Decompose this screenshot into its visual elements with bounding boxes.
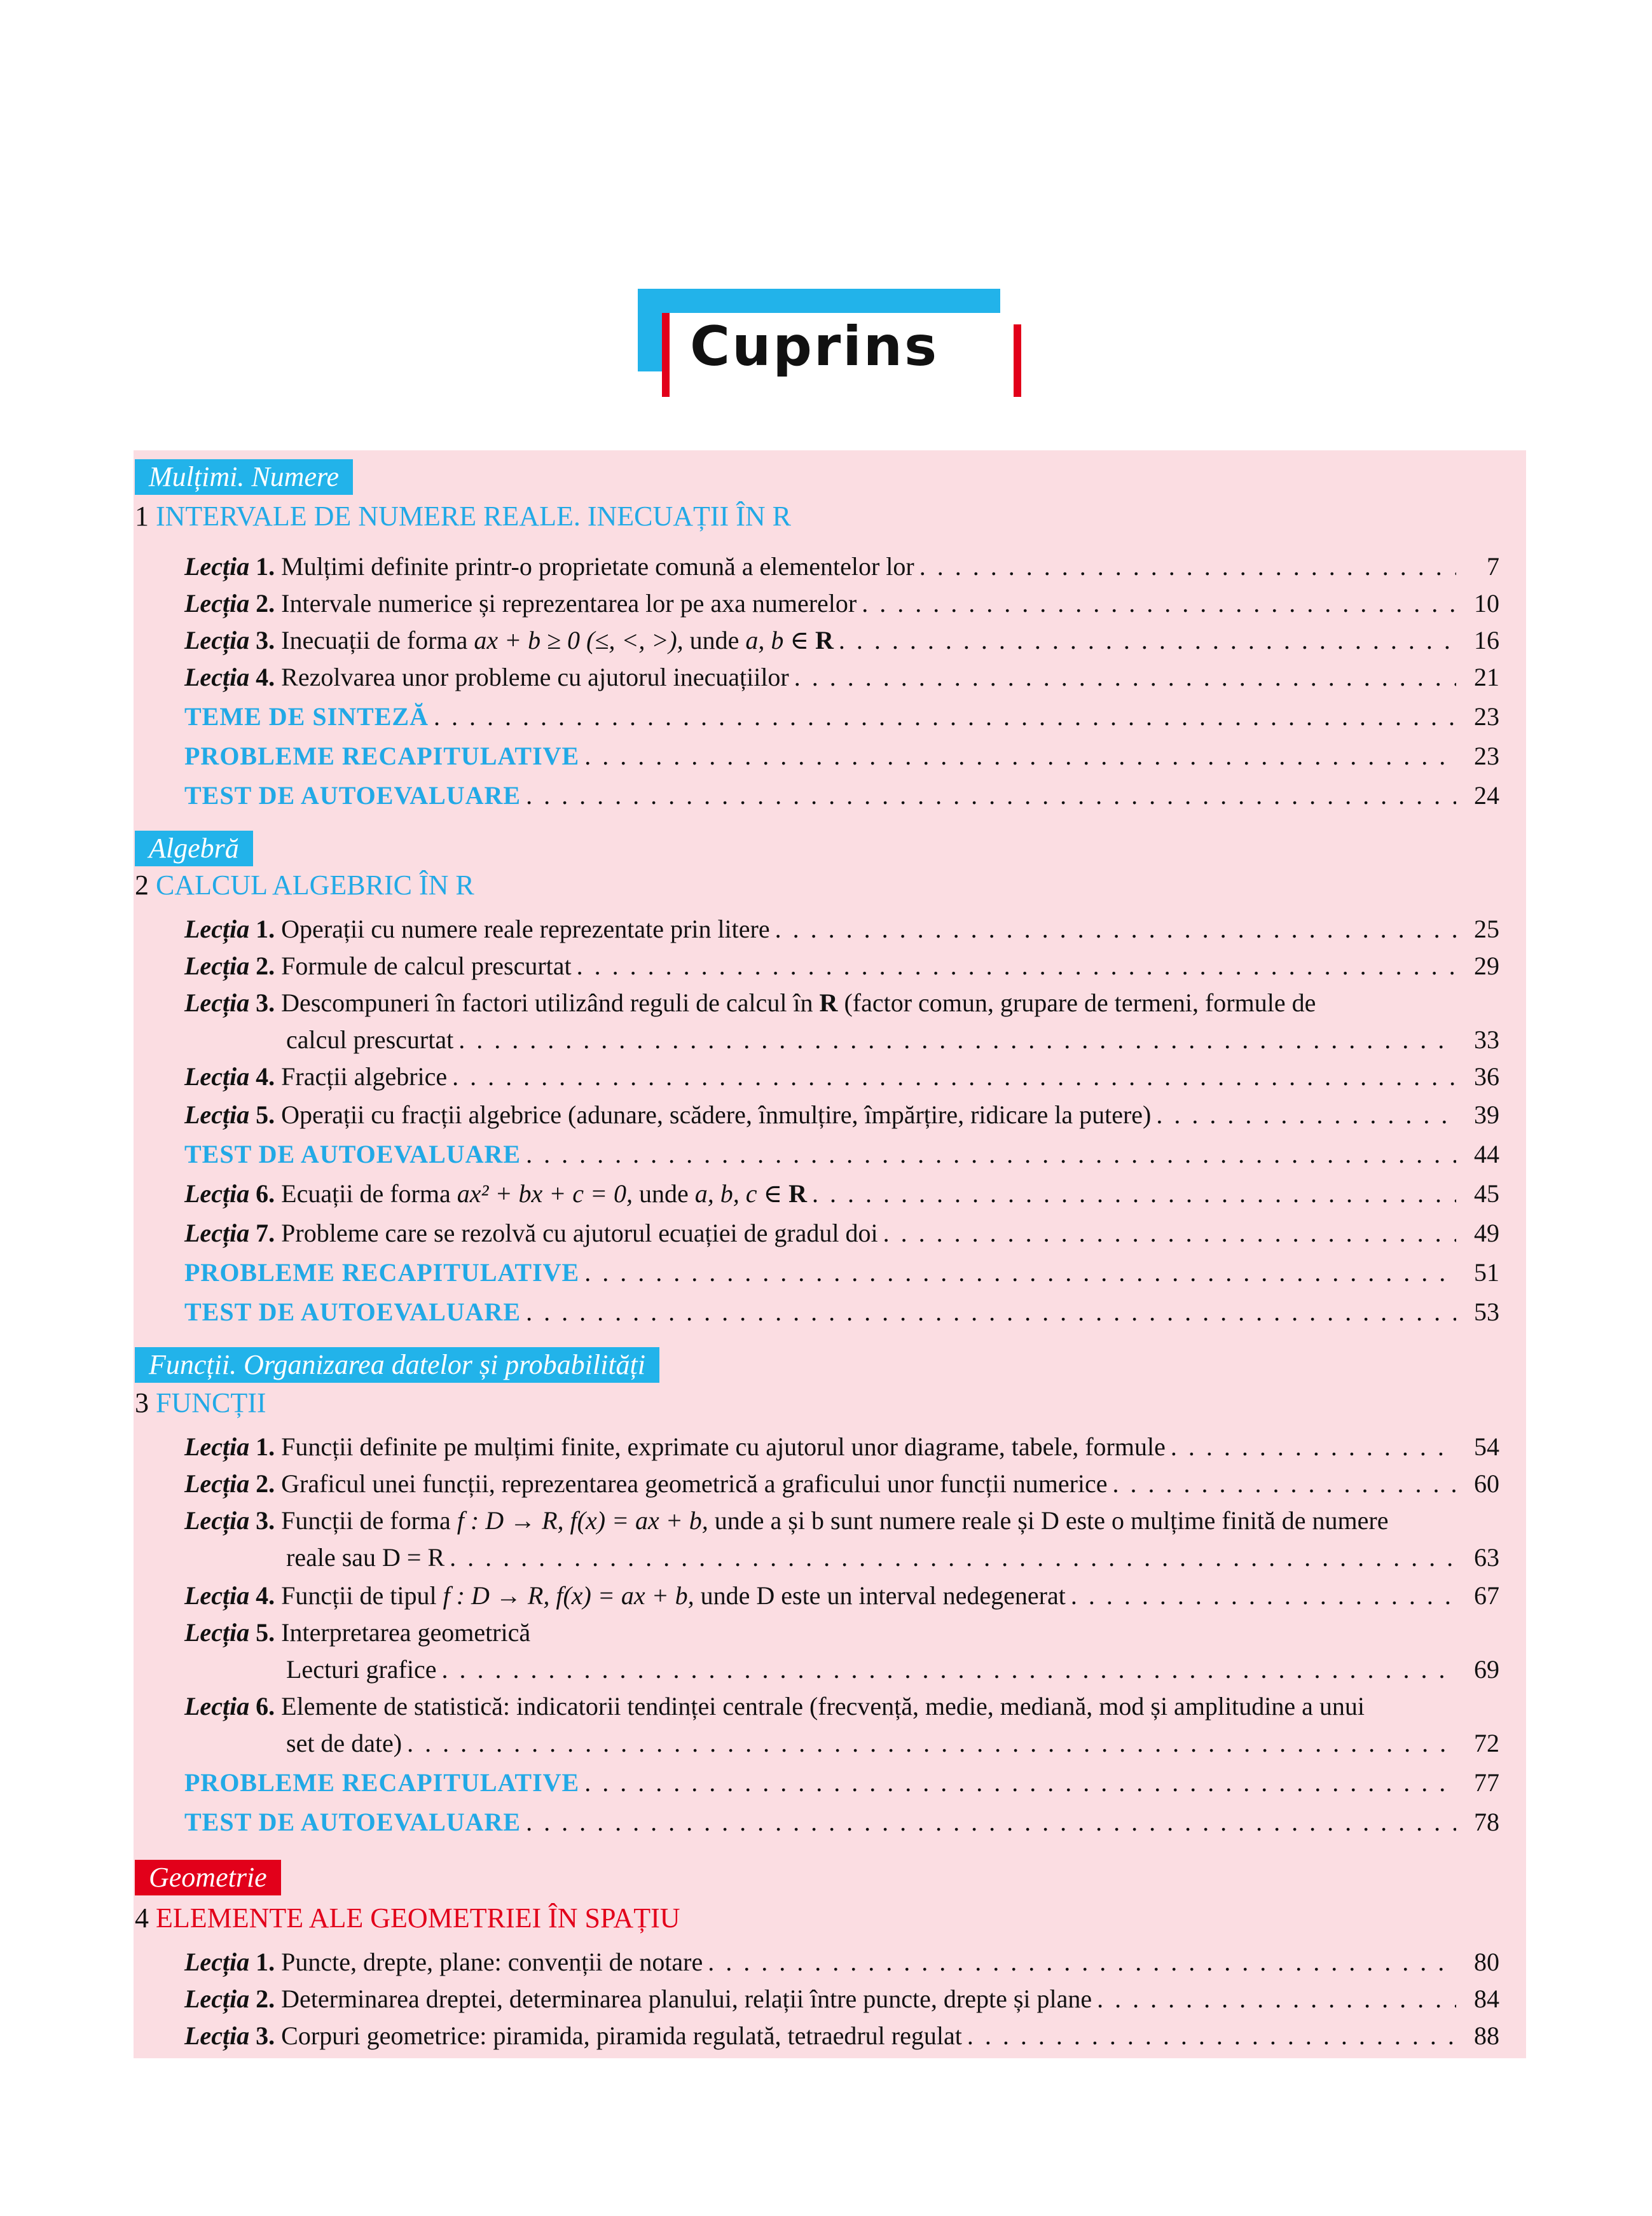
entry-title: Interpretarea geometrică bbox=[281, 1618, 531, 1647]
entry-title: Determinarea dreptei, determinarea planului, relații între puncte, drepte și plane bbox=[281, 1984, 1092, 2013]
lesson-label: Lecția bbox=[184, 1100, 250, 1129]
page-number: 69 bbox=[1474, 1655, 1499, 1684]
leader-dots bbox=[452, 1058, 1456, 1095]
leader-dots bbox=[1113, 1465, 1456, 1502]
leader-dots bbox=[775, 911, 1456, 948]
page-number: 60 bbox=[1474, 1469, 1499, 1498]
section-badge: Mulțimi. Numere bbox=[135, 459, 353, 495]
leader-dots bbox=[577, 948, 1456, 985]
toc-entry[interactable] bbox=[184, 1294, 1499, 1331]
entry-title: PROBLEME RECAPITULATIVE bbox=[184, 1258, 580, 1287]
lesson-number: 7. bbox=[256, 1219, 275, 1247]
entry-title: unde bbox=[689, 626, 740, 654]
lesson-number: 1. bbox=[256, 1432, 275, 1461]
toc-entry[interactable] bbox=[184, 1764, 1499, 1801]
chapter-heading bbox=[135, 869, 474, 901]
entry-title: reale sau D = R bbox=[286, 1543, 445, 1572]
chapter-title: ELEMENTE ALE GEOMETRIEI ÎN SPAȚIU bbox=[156, 1902, 680, 1934]
lesson-number: 1. bbox=[256, 552, 275, 581]
title-decor-bar bbox=[1014, 324, 1021, 397]
section-badge: Funcții. Organizarea datelor și probabilități bbox=[135, 1347, 659, 1383]
toc-entry[interactable] bbox=[184, 1215, 1499, 1252]
toc-entry[interactable] bbox=[184, 1097, 1499, 1133]
lesson-number: 5. bbox=[256, 1618, 275, 1647]
lesson-number: 2. bbox=[256, 589, 275, 618]
title-decor-bar bbox=[638, 289, 1000, 313]
page-number: 88 bbox=[1474, 2021, 1499, 2050]
lesson-label: Lecția bbox=[184, 589, 250, 618]
page-number: 7 bbox=[1487, 552, 1499, 581]
lesson-number: 2. bbox=[256, 952, 275, 980]
leader-dots bbox=[584, 738, 1456, 775]
leader-dots bbox=[458, 1021, 1456, 1058]
lesson-number: 2. bbox=[256, 1469, 275, 1498]
page-number: 39 bbox=[1474, 1100, 1499, 1129]
leader-dots bbox=[526, 1136, 1456, 1173]
lesson-number: 2. bbox=[256, 1984, 275, 2013]
page-number: 25 bbox=[1474, 915, 1499, 943]
leader-dots bbox=[1156, 1097, 1456, 1133]
toc-entry[interactable] bbox=[184, 659, 1499, 696]
title-decor-bar bbox=[638, 289, 662, 371]
entry-title: Ecuații de forma bbox=[281, 1179, 451, 1208]
page-number: 67 bbox=[1474, 1581, 1499, 1610]
toc-entry-continuation[interactable] bbox=[286, 1725, 1499, 1762]
toc-entry[interactable] bbox=[184, 1614, 1499, 1651]
toc-entry[interactable] bbox=[184, 911, 1499, 948]
toc-entry[interactable] bbox=[184, 985, 1499, 1021]
entry-title: Formule de calcul prescurtat bbox=[281, 952, 572, 980]
toc-entry[interactable] bbox=[184, 2018, 1499, 2054]
toc-entry-continuation[interactable] bbox=[286, 1651, 1499, 1688]
toc-entry[interactable] bbox=[184, 1058, 1499, 1095]
leader-dots bbox=[883, 1215, 1456, 1252]
page-number: 24 bbox=[1474, 781, 1499, 810]
chapter-number: 2 bbox=[135, 869, 149, 901]
leader-dots bbox=[1097, 1981, 1456, 2018]
chapter-heading bbox=[135, 1902, 680, 1934]
entry-title: Descompuneri în factori utilizând reguli de calcul în bbox=[281, 988, 813, 1017]
toc-entry[interactable] bbox=[184, 1502, 1499, 1539]
toc-entry[interactable] bbox=[184, 1136, 1499, 1173]
math-expression: ax² + bx + c = 0, bbox=[457, 1179, 633, 1208]
page-title-block bbox=[638, 289, 1026, 397]
toc-entry[interactable] bbox=[184, 548, 1499, 585]
lesson-label: Lecția bbox=[184, 1948, 250, 1976]
leader-dots bbox=[434, 698, 1456, 735]
page-number: 33 bbox=[1474, 1025, 1499, 1054]
toc-entry[interactable] bbox=[184, 1981, 1499, 2018]
toc-entry[interactable] bbox=[184, 1429, 1499, 1465]
page-number: 49 bbox=[1474, 1219, 1499, 1247]
lesson-label: Lecția bbox=[184, 663, 250, 691]
entry-title: Funcții definite pe mulțimi finite, exprimate cu ajutorul unor diagrame, tabele, formule bbox=[281, 1432, 1166, 1461]
lesson-number: 3. bbox=[256, 2021, 275, 2050]
leader-dots bbox=[812, 1175, 1456, 1212]
entry-title: Intervale numerice și reprezentarea lor pe axa numerelor bbox=[281, 589, 857, 618]
lesson-label: Lecția bbox=[184, 2021, 250, 2050]
lesson-label: Lecția bbox=[184, 1984, 250, 2013]
leader-dots bbox=[526, 1294, 1456, 1331]
lesson-number: 3. bbox=[256, 988, 275, 1017]
page-number: 53 bbox=[1474, 1298, 1499, 1326]
section-badge: Algebră bbox=[135, 831, 253, 866]
toc-entry[interactable] bbox=[184, 1254, 1499, 1291]
page-number: 77 bbox=[1474, 1768, 1499, 1797]
page-number: 54 bbox=[1474, 1432, 1499, 1461]
toc-entry[interactable] bbox=[184, 1804, 1499, 1841]
entry-title: Rezolvarea unor probleme cu ajutorul inecuațiilor bbox=[281, 663, 789, 691]
toc-entry[interactable] bbox=[184, 622, 1499, 659]
leader-dots bbox=[584, 1764, 1456, 1801]
page-number: 72 bbox=[1474, 1729, 1499, 1757]
lesson-number: 4. bbox=[256, 1581, 275, 1610]
lesson-number: 3. bbox=[256, 1506, 275, 1535]
entry-title: TEST DE AUTOEVALUARE bbox=[184, 1808, 521, 1836]
toc-entry[interactable] bbox=[184, 777, 1499, 814]
page-number: 36 bbox=[1474, 1062, 1499, 1091]
toc-entry[interactable] bbox=[184, 1577, 1499, 1614]
page-number: 44 bbox=[1474, 1140, 1499, 1168]
lesson-label: Lecția bbox=[184, 1469, 250, 1498]
page-number: 78 bbox=[1474, 1808, 1499, 1836]
leader-dots bbox=[919, 548, 1456, 585]
lesson-label: Lecția bbox=[184, 1062, 250, 1091]
page-number: 45 bbox=[1474, 1179, 1499, 1208]
entry-title: TEST DE AUTOEVALUARE bbox=[184, 1140, 521, 1168]
entry-title: TEST DE AUTOEVALUARE bbox=[184, 1298, 521, 1326]
entry-title: unde bbox=[638, 1179, 689, 1208]
entry-title: Operații cu numere reale reprezentate prin litere bbox=[281, 915, 770, 943]
chapter-number: 3 bbox=[135, 1387, 149, 1418]
chapter-title: FUNCȚII bbox=[156, 1387, 266, 1418]
entry-title: Funcții de forma bbox=[281, 1506, 451, 1535]
chapter-title: INTERVALE DE NUMERE REALE. INECUAȚII ÎN R bbox=[156, 501, 791, 532]
page-number: 23 bbox=[1474, 742, 1499, 770]
entry-title: (factor comun, grupare de termeni, formule de bbox=[844, 988, 1316, 1017]
section-badge: Geometrie bbox=[135, 1860, 281, 1895]
lesson-label: Lecția bbox=[184, 1219, 250, 1247]
leader-dots bbox=[407, 1725, 1456, 1762]
leader-dots bbox=[450, 1539, 1456, 1576]
toc-entry[interactable] bbox=[184, 1688, 1499, 1725]
entry-title: PROBLEME RECAPITULATIVE bbox=[184, 742, 580, 770]
toc-entry[interactable] bbox=[184, 1465, 1499, 1502]
chapter-heading bbox=[135, 1387, 266, 1419]
leader-dots bbox=[1171, 1429, 1456, 1465]
entry-title: unde a și b sunt numere reale și D este o mulțime finită de numere bbox=[714, 1506, 1389, 1535]
lesson-number: 1. bbox=[256, 915, 275, 943]
entry-title: Operații cu fracții algebrice (adunare, scădere, înmulțire, împărțire, ridicare la putere) bbox=[281, 1100, 1152, 1129]
entry-title: Puncte, drepte, plane: convenții de notare bbox=[281, 1948, 703, 1976]
chapter-number: 4 bbox=[135, 1902, 149, 1934]
math-expression: a, b ∈ bbox=[745, 626, 809, 654]
toc-entry[interactable] bbox=[184, 585, 1499, 622]
entry-title: set de date) bbox=[286, 1729, 403, 1757]
lesson-number: 3. bbox=[256, 626, 275, 654]
toc-entry[interactable] bbox=[184, 948, 1499, 985]
leader-dots bbox=[1071, 1577, 1456, 1614]
lesson-label: Lecția bbox=[184, 988, 250, 1017]
leader-dots bbox=[526, 1804, 1456, 1841]
lesson-label: Lecția bbox=[184, 552, 250, 581]
leader-dots bbox=[708, 1944, 1456, 1981]
real-set-symbol: R bbox=[815, 626, 834, 654]
lesson-number: 6. bbox=[256, 1692, 275, 1721]
lesson-number: 4. bbox=[256, 663, 275, 691]
lesson-label: Lecția bbox=[184, 952, 250, 980]
real-set-symbol: R bbox=[788, 1179, 807, 1208]
math-expression: f : D → R, f(x) = ax + b, bbox=[443, 1581, 694, 1610]
entry-title: Inecuații de forma bbox=[281, 626, 468, 654]
entry-title: Funcții de tipul bbox=[281, 1581, 437, 1610]
lesson-label: Lecția bbox=[184, 1692, 250, 1721]
lesson-label: Lecția bbox=[184, 915, 250, 943]
page-number: 16 bbox=[1474, 626, 1499, 654]
page-number: 10 bbox=[1474, 589, 1499, 618]
math-expression: ax + b ≥ 0 (≤, <, >), bbox=[474, 626, 684, 654]
page-number: 29 bbox=[1474, 952, 1499, 980]
leader-dots bbox=[526, 777, 1456, 814]
page-number: 23 bbox=[1474, 702, 1499, 731]
chapter-title: CALCUL ALGEBRIC ÎN R bbox=[156, 869, 474, 901]
toc-entry[interactable] bbox=[184, 1944, 1499, 1981]
entry-title: Corpuri geometrice: piramida, piramida regulată, tetraedrul regulat bbox=[281, 2021, 962, 2050]
math-expression: a, b, c ∈ bbox=[694, 1179, 783, 1208]
entry-title: calcul prescurtat bbox=[286, 1025, 454, 1054]
page-number: 84 bbox=[1474, 1984, 1499, 2013]
entry-title: unde D este un interval nedegenerat bbox=[700, 1581, 1066, 1610]
page-number: 21 bbox=[1474, 663, 1499, 691]
leader-dots bbox=[862, 585, 1456, 622]
page-number: 80 bbox=[1474, 1948, 1499, 1976]
title-decor-bar bbox=[662, 313, 670, 397]
toc-entry[interactable] bbox=[184, 698, 1499, 735]
math-expression: f : D → R, f(x) = ax + b, bbox=[457, 1506, 708, 1535]
leader-dots bbox=[794, 659, 1456, 696]
leader-dots bbox=[584, 1254, 1456, 1291]
lesson-number: 1. bbox=[256, 1948, 275, 1976]
toc-entry-continuation[interactable] bbox=[286, 1021, 1499, 1058]
toc-entry[interactable] bbox=[184, 738, 1499, 775]
leader-dots bbox=[967, 2018, 1456, 2054]
real-set-symbol: R bbox=[819, 988, 838, 1017]
page-number: 63 bbox=[1474, 1543, 1499, 1572]
lesson-number: 5. bbox=[256, 1100, 275, 1129]
entry-title: Probleme care se rezolvă cu ajutorul ecuației de gradul doi bbox=[281, 1219, 878, 1247]
entry-title: TEST DE AUTOEVALUARE bbox=[184, 781, 521, 810]
lesson-label: Lecția bbox=[184, 1179, 250, 1208]
entry-title: PROBLEME RECAPITULATIVE bbox=[184, 1768, 580, 1797]
entry-title: Graficul unei funcții, reprezentarea geometrică a graficului unor funcții numerice bbox=[281, 1469, 1108, 1498]
entry-title: TEME DE SINTEZĂ bbox=[184, 702, 429, 731]
lesson-number: 4. bbox=[256, 1062, 275, 1091]
lesson-label: Lecția bbox=[184, 1432, 250, 1461]
lesson-label: Lecția bbox=[184, 1506, 250, 1535]
chapter-number: 1 bbox=[135, 501, 149, 532]
toc-entry-continuation[interactable] bbox=[286, 1539, 1499, 1576]
lesson-label: Lecția bbox=[184, 626, 250, 654]
leader-dots bbox=[442, 1651, 1456, 1688]
entry-title: Lecturi grafice bbox=[286, 1655, 437, 1684]
leader-dots bbox=[839, 622, 1456, 659]
entry-title: Fracții algebrice bbox=[281, 1062, 448, 1091]
lesson-label: Lecția bbox=[184, 1581, 250, 1610]
entry-title: Elemente de statistică: indicatorii tendinței centrale (frecvență, medie, mediană, mod și amplitudine a unui bbox=[281, 1692, 1365, 1721]
toc-entry[interactable] bbox=[184, 1175, 1499, 1212]
lesson-label: Lecția bbox=[184, 1618, 250, 1647]
entry-title: Mulțimi definite printr-o proprietate comună a elementelor lor bbox=[281, 552, 914, 581]
page-number: 51 bbox=[1474, 1258, 1499, 1287]
lesson-number: 6. bbox=[256, 1179, 275, 1208]
contents-panel bbox=[134, 450, 1526, 2058]
chapter-heading bbox=[135, 500, 791, 532]
page-title: Cuprins bbox=[690, 315, 939, 378]
